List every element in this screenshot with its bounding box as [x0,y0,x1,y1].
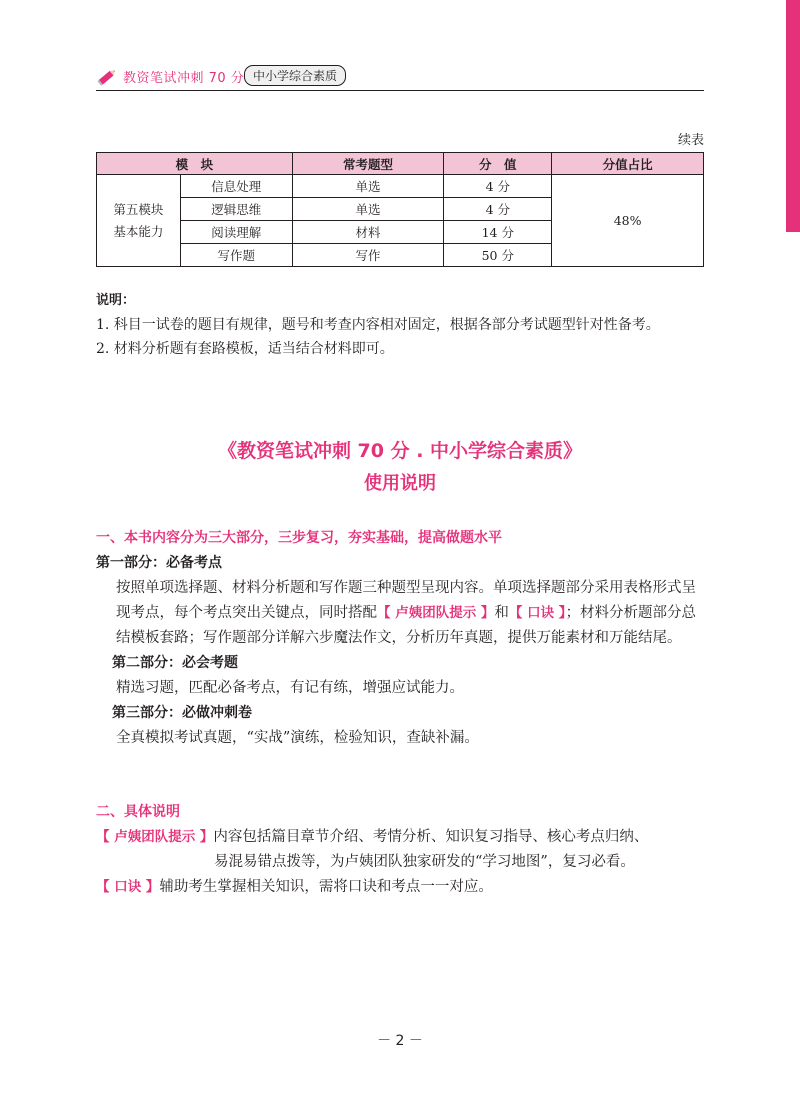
th-type: 常考题型 [292,153,444,175]
module-table [96,152,704,267]
header-title: 教资笔试冲刺 70 分 [123,71,245,86]
module-cell [97,175,181,267]
section-1-heading: 一、本书内容分为三大部分，三步复习，夯实基础，提高做题水平 [96,530,502,546]
part-1-and: 和 [494,605,509,621]
part-1-title: 第一部分：必备考点 [96,555,222,571]
ratio-cell: 48% [552,175,704,267]
section-1 [96,526,708,751]
part-3-text: 全真模拟考试真题，“实战”演练，检验知识，查缺补漏。 [116,730,479,746]
th-ratio: 分值占比 [552,153,704,175]
question-format: 单选 [292,175,444,198]
question-type: 写作题 [180,244,292,267]
module-line-1: 第五模块 [113,201,164,217]
question-type: 信息处理 [180,175,292,198]
th-score: 分 值 [444,153,552,175]
notes-label: 说明： [96,293,136,308]
pencil-icon [96,66,118,88]
tip-text-a: 内容包括篇目章节介绍、考情分析、知识复习指导、核心考点归纳、 [213,829,649,845]
module-line-2: 基本能力 [113,223,164,239]
question-score: 50 分 [444,244,552,267]
note-item-2: 2. 材料分析题有套路模板，适当结合材料即可。 [96,341,394,357]
question-score: 4 分 [444,175,552,198]
question-format: 单选 [292,198,444,221]
tip-item [96,825,708,850]
question-score: 14 分 [444,221,552,244]
part-2-title: 第二部分：必会考题 [112,655,238,671]
part-3-title: 第三部分：必做冲刺卷 [112,705,252,721]
side-tab-marker [786,0,800,232]
question-format: 写作 [292,244,444,267]
header-badge: 中小学综合素质 [244,65,346,86]
question-type: 阅读理解 [180,221,292,244]
question-type: 逻辑思维 [180,198,292,221]
table-row [97,175,704,198]
header-rule [96,90,704,91]
usage-title: 使用说明 [364,473,436,494]
page-number: － 2 － [377,1033,423,1049]
book-title: 《教资笔试冲刺 70 分 . 中小学综合素质》 [217,440,583,462]
question-score: 4 分 [444,198,552,221]
section-2-heading: 二、具体说明 [96,804,180,820]
table-header-row [97,153,704,175]
continued-label: 续表 [677,133,704,148]
tip-tag: 【 卢姨团队提示 】 [377,605,495,621]
rhyme-tag: 【 口诀 】 [96,879,160,895]
running-header [96,62,704,92]
question-format: 材料 [292,221,444,244]
part-2-text: 精选习题，匹配必备考点，有记有练，增强应试能力。 [116,680,464,696]
part-1-text-a: 按照单项选择题、材料分析题和写作题三种题型呈现内容。单项选择题部分采用表格形式呈现考点，每个考点突出关键点，同时搭配 [116,580,696,621]
tip-tag: 【 卢姨团队提示 】 [96,829,214,845]
rhyme-item [96,875,708,900]
rhyme-text: 辅助考生掌握相关知识，需将口诀和考点一一对应。 [159,879,493,895]
note-item-1: 1. 科目一试卷的题目有规律，题号和考查内容相对固定，根据各部分考试题型针对性备考。 [96,317,660,333]
part-1-text [96,576,708,651]
rhyme-tag: 【 口诀 】 [508,605,566,621]
part-1-text-b: ；材料分析题部分总结模板套路；写作题部分详解六步魔法作文，分析历年真题，提供万能素材和万能结尾。 [116,605,697,646]
tip-text-b: 易混易错点拨等，为卢姨团队独家研发的“学习地图”，复习必看。 [214,854,635,870]
th-module: 模 块 [97,153,293,175]
section-2 [96,800,708,900]
notes [96,289,708,361]
